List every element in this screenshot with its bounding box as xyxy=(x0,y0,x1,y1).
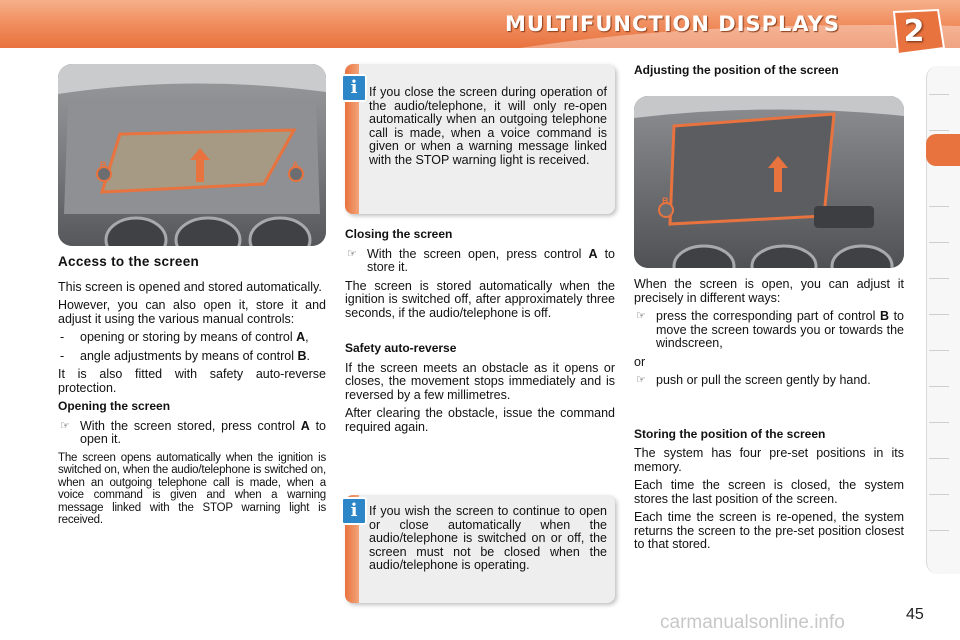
adjust-bullet-1-text: press the corresponding part of control xyxy=(656,309,876,323)
tab-divider xyxy=(929,350,949,351)
adjust-bullet-1 xyxy=(634,310,904,351)
closing-bullet xyxy=(345,248,615,275)
adjust-bullet-1-end: to move the screen towards you or towards the windscreen, xyxy=(656,309,904,350)
safety-heading: Safety auto-reverse xyxy=(345,341,457,355)
storing-paragraph-1: The system has four pre-set positions in its memory. xyxy=(634,446,904,474)
watermark: carmanualsonline.info xyxy=(660,612,845,633)
info-box-bottom xyxy=(345,495,615,603)
control-b-key: B xyxy=(297,348,307,363)
pointing-hand-icon: ☞ xyxy=(636,374,646,386)
left-column xyxy=(58,255,326,532)
pointing-hand-icon: ☞ xyxy=(347,247,357,260)
active-chapter-tab[interactable] xyxy=(926,134,960,166)
closing-bullet-key: A xyxy=(588,246,598,261)
storing-paragraph-3: Each time the screen is re-opened, the system returns the screen to the pre-set position closest to that stored. xyxy=(634,510,904,551)
adjust-bullet-2 xyxy=(634,374,904,388)
tab-divider xyxy=(929,314,949,315)
or-text: or xyxy=(634,354,646,369)
after-clearing-paragraph: After clearing the obstacle, issue the command required again. xyxy=(345,406,615,434)
tab-divider xyxy=(929,242,949,243)
storing-paragraph-2: Each time the screen is closed, the system stores the last position of the screen. xyxy=(634,478,904,506)
storing-heading: Storing the position of the screen xyxy=(634,426,826,441)
tab-divider xyxy=(929,94,949,95)
tab-divider xyxy=(929,422,949,423)
dashboard-screen-photo xyxy=(58,64,326,246)
control-b-label: B xyxy=(100,160,107,170)
tab-divider xyxy=(929,530,949,531)
page-header xyxy=(0,0,960,48)
chapter-badge xyxy=(890,8,948,56)
control-a-text: opening or storing by means of control xyxy=(80,330,293,344)
closing-bullet-text: With the screen open, press control xyxy=(367,246,582,261)
adjust-bullet-1-key: B xyxy=(879,309,889,323)
auto-open-note: The screen opens automatically when the ignition is switched on, when the audio/telephone is switched on, when an outgoing telephone call is made, when a voice command is given and when a warning message linked with the STOP warning light is received. xyxy=(58,451,326,526)
control-a-end: , xyxy=(305,330,309,344)
page-title: MULTIFUNCTION DISPLAYS xyxy=(505,12,840,36)
tab-divider xyxy=(929,494,949,495)
chapter-number: 2 xyxy=(903,14,925,49)
adjust-heading-block xyxy=(634,64,904,84)
control-a-label: A xyxy=(292,160,299,170)
dash-marker: - xyxy=(60,348,65,363)
info-icon: i xyxy=(341,497,367,525)
control-b-label: B xyxy=(662,196,669,206)
closing-heading: Closing the screen xyxy=(345,227,453,241)
intro-paragraph: This screen is opened and stored automatically. xyxy=(58,279,322,294)
opening-bullet-key: A xyxy=(300,418,310,433)
tab-divider xyxy=(929,278,949,279)
control-a-item xyxy=(58,331,326,345)
pointing-hand-icon: ☞ xyxy=(636,310,646,322)
info-box-bottom-text: If you wish the screen to continue to open or close automatically when the audio/telephone is switched on or off, the screen must not be closed when the audio/telephone is operating. xyxy=(369,504,607,572)
opening-bullet-text: With the screen stored, press control xyxy=(80,418,295,433)
info-box-top xyxy=(345,64,615,214)
tab-divider xyxy=(929,458,949,459)
tab-divider xyxy=(929,130,949,131)
info-box-top-text: If you close the screen during operation of the audio/telephone, it will only re-open automatically when an outgoing telephone call is made, when a voice command is given or when a warning message linked with the STOP warning light is received. xyxy=(369,85,607,167)
adjust-bullet-2-text: push or pull the screen gently by hand. xyxy=(656,373,871,387)
opening-bullet-end: to open it. xyxy=(80,418,326,446)
tab-divider xyxy=(929,206,949,207)
safety-line: It is also fitted with safety auto-reverse protection. xyxy=(58,367,326,395)
adjust-heading: Adjusting the position of the screen xyxy=(634,63,839,77)
dash-marker: - xyxy=(60,330,65,344)
tab-divider xyxy=(929,386,949,387)
middle-column xyxy=(345,228,615,439)
control-a-key: A xyxy=(296,330,306,344)
pointing-hand-icon: ☞ xyxy=(60,419,70,432)
info-icon: i xyxy=(341,74,367,102)
control-b-item xyxy=(58,350,326,364)
control-b-end: . xyxy=(306,348,311,363)
closing-bullet-end: to store it. xyxy=(367,246,615,274)
page-number: 45 xyxy=(906,606,924,623)
screen-adjust-photo xyxy=(634,96,904,268)
control-b-text: angle adjustments by means of control xyxy=(80,348,295,363)
safety-paragraph: If the screen meets an obstacle as it opens or closes, the movement stops immediately and is reversed by a few millimetres. xyxy=(345,360,615,402)
right-column xyxy=(634,278,904,557)
access-heading: Access to the screen xyxy=(58,254,200,269)
closing-auto-paragraph: The screen is stored automatically when the ignition is switched off, after approximately three seconds, if the audio/telephone is off. xyxy=(345,278,615,320)
opening-bullet xyxy=(58,420,326,447)
manual-controls-paragraph: However, you can also open it, store it and adjust it using the various manual controls: xyxy=(58,298,326,326)
adjust-intro: When the screen is open, you can adjust it precisely in different ways: xyxy=(634,277,904,305)
opening-heading: Opening the screen xyxy=(58,399,171,413)
